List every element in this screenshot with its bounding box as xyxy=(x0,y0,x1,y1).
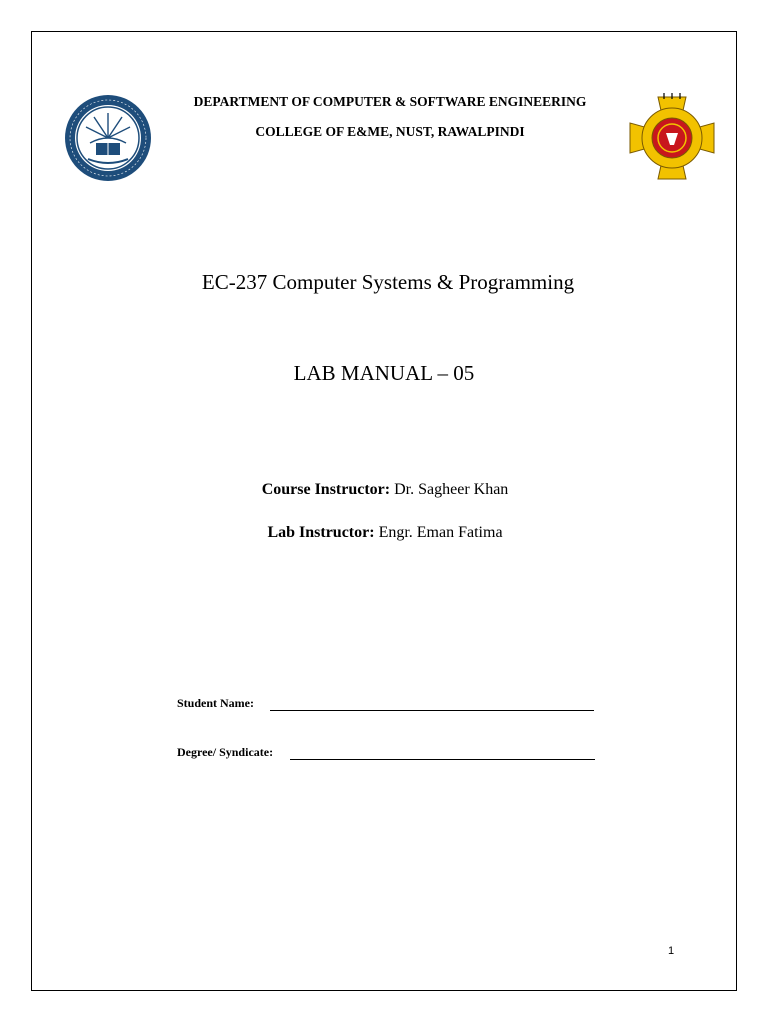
course-instructor xyxy=(0,481,768,499)
student-name-label: Student Name: xyxy=(177,696,254,710)
degree-syndicate-field[interactable] xyxy=(290,746,595,760)
page-number: 1 xyxy=(668,945,675,957)
college-heading: COLLEGE OF E&ME, NUST, RAWALPINDI xyxy=(255,124,525,139)
course-instructor-name: Dr. Sagheer Khan xyxy=(394,481,509,498)
degree-syndicate-label: Degree/ Syndicate: xyxy=(177,745,274,759)
student-name-field[interactable] xyxy=(270,697,594,711)
lab-instructor-name: Engr. Eman Fatima xyxy=(378,524,503,541)
course-instructor-label: Course Instructor: xyxy=(261,481,391,498)
course-title: EC-237 Computer Systems & Programming xyxy=(201,270,575,294)
lab-instructor xyxy=(0,524,768,542)
department-heading: DEPARTMENT OF COMPUTER & SOFTWARE ENGINEERING xyxy=(193,94,587,109)
lab-manual-title: LAB MANUAL – 05 xyxy=(293,361,475,385)
nust-seal-logo xyxy=(64,93,152,183)
lab-instructor-label: Lab Instructor: xyxy=(267,524,375,541)
college-crest-logo xyxy=(628,93,716,183)
